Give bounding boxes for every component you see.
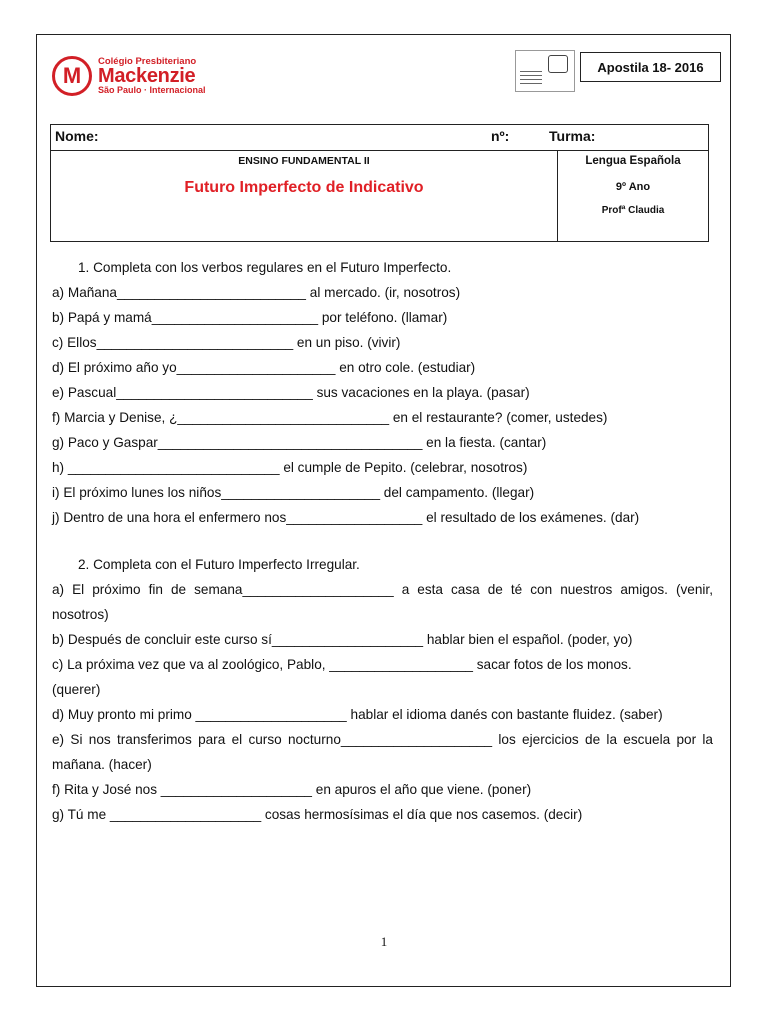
exercise-1g: g) Paco y Gaspar___________________________________ en la fiesta. (cantar) (52, 435, 547, 450)
exercise-2e: e) Si nos transferimos para el curso nocturno____________________ los ejercicios de la escuela por la mañana. (hacer) (52, 732, 713, 772)
header-table (50, 124, 709, 242)
page-number: 1 (380, 934, 388, 949)
exercise-1f: f) Marcia y Denise, ¿____________________________ en el restaurante? (comer, ustedes) (52, 410, 608, 425)
turma-label: Turma: (549, 128, 596, 144)
exercise-1b: b) Papá y mamá______________________ por teléfono. (llamar) (52, 310, 448, 325)
exercise-2f: f) Rita y José nos ____________________ en apuros el año que viene. (poner) (52, 782, 532, 797)
level-label: ENSINO FUNDAMENTAL II (238, 155, 370, 167)
exercise-1e: e) Pascual__________________________ sus vacaciones en la playa. (pasar) (52, 385, 530, 400)
header-info-cell (558, 151, 708, 241)
header-title-cell (51, 151, 558, 241)
exercise-2c: c) La próxima vez que va al zoológico, Pablo, ___________________ sacar fotos de los monos. (52, 657, 632, 672)
school-name-line2: Mackenzie (98, 65, 196, 88)
exercise-2a: a) El próximo fin de semana____________________ a esta casa de té con nuestros amigos. (venir, nosotros) (52, 582, 713, 622)
exercise-1d: d) El próximo año yo_____________________ en otro cole. (estudiar) (52, 360, 476, 375)
school-name-line3: São Paulo · Internacional (98, 85, 206, 96)
numero-label: nº: (491, 128, 510, 144)
subject-label: Lengua Española (585, 155, 681, 167)
exercise-1c: c) Ellos__________________________ en un piso. (vivir) (52, 335, 401, 350)
worksheet-body (52, 255, 713, 827)
section-1-title: 1. Completa con los verbos regulares en el Futuro Imperfecto. (78, 260, 452, 275)
student-info-row (51, 125, 708, 151)
nome-label: Nome: (55, 128, 99, 144)
school-name (98, 57, 206, 96)
worksheet-title: Futuro Imperfecto de Indicativo (184, 179, 424, 196)
school-logo (52, 56, 206, 96)
exercise-1a: a) Mañana_________________________ al mercado. (ir, nosotros) (52, 285, 461, 300)
exercise-2b: b) Después de concluir este curso sí____________________ hablar bien el español. (poder, yo) (52, 632, 633, 647)
logo-emblem (52, 56, 92, 96)
exercise-2c-hint: (querer) (52, 682, 101, 697)
apostila-label: Apostila 18- 2016 (580, 52, 721, 82)
logo-letter: M (62, 63, 82, 88)
exercise-1j: j) Dentro de una hora el enfermero nos__________________ el resultado de los exámenes. (dar) (52, 510, 640, 525)
unesco-temple-icon (548, 55, 568, 73)
grade-label: 9º Ano (615, 181, 651, 193)
school-name-line1: Colégio Presbiteriano (98, 55, 197, 67)
unesco-seal (515, 50, 575, 92)
section-2-title: 2. Completa con el Futuro Imperfecto Irregular. (78, 557, 360, 572)
exercise-2d: d) Muy pronto mi primo ____________________ hablar el idioma danés con bastante fluidez. (saber) (52, 707, 663, 722)
exercise-1i: i) El próximo lunes los niños_____________________ del campamento. (llegar) (52, 485, 535, 500)
exercise-1h: h) ____________________________ el cumple de Pepito. (celebrar, nosotros) (52, 460, 528, 475)
exercise-2g: g) Tú me ____________________ cosas hermosísimas el día que nos casemos. (decir) (52, 807, 583, 822)
teacher-label: Profª Claudia (601, 205, 665, 216)
